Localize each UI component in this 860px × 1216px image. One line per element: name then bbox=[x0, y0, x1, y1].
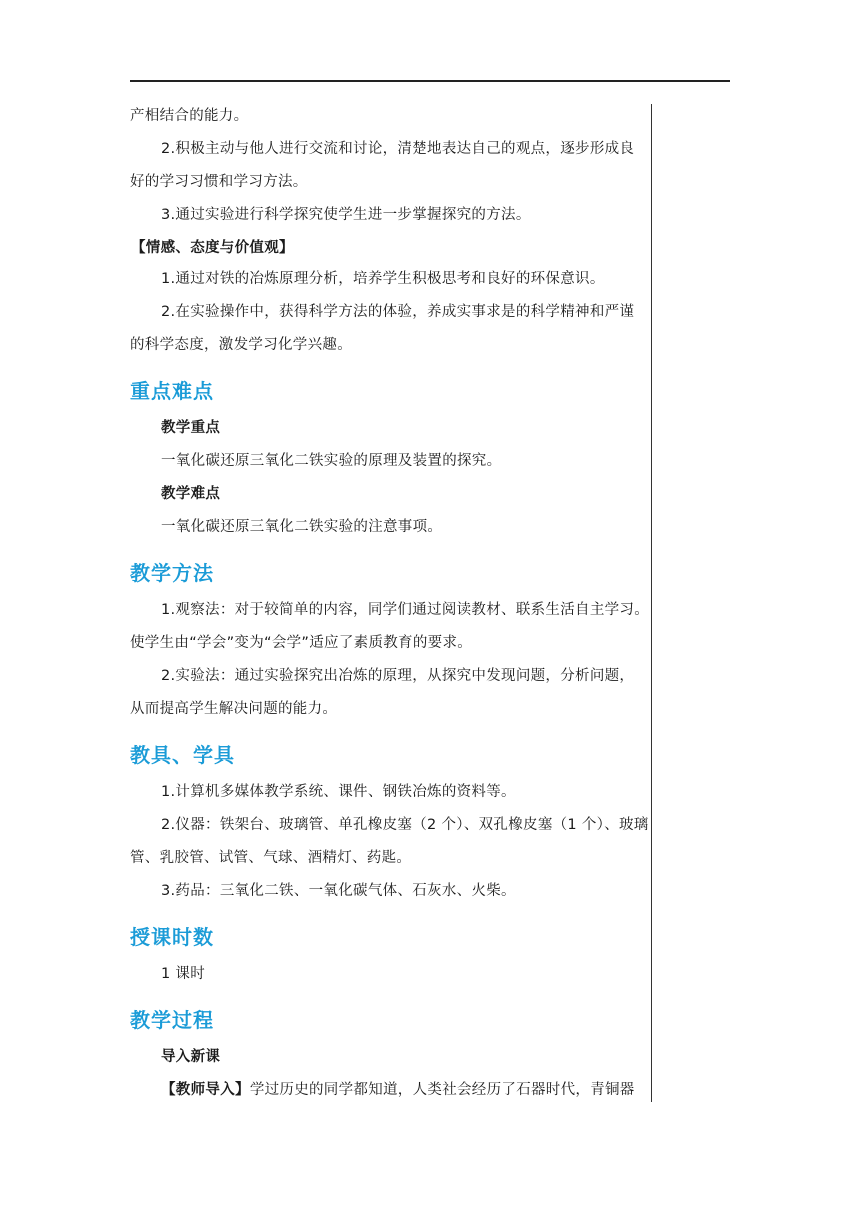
lead-label: 【教师导入】 bbox=[161, 1082, 250, 1098]
difficulty-label: 教学难点 bbox=[161, 486, 221, 502]
lead-text: 学过历史的同学都知道，人类社会经历了石器时代，青铜器 bbox=[249, 1082, 635, 1098]
emotion-line: 的科学态度，激发学习化学兴趣。 bbox=[130, 337, 352, 353]
process-method-line: 3.通过实验进行科学探究使学生进一步掌握探究的方法。 bbox=[161, 207, 531, 223]
emotion-line: 1.通过对铁的冶炼原理分析，培养学生积极思考和良好的环保意识。 bbox=[161, 271, 605, 287]
section-title-process: 教学过程 bbox=[130, 1008, 214, 1032]
emotion-heading: 【情感、态度与价值观】 bbox=[131, 240, 294, 256]
section-title-hours: 授课时数 bbox=[130, 925, 214, 949]
tools-line: 1.计算机多媒体教学系统、课件、钢铁冶炼的资料等。 bbox=[161, 784, 516, 800]
section-title-key-points: 重点难点 bbox=[130, 379, 214, 403]
method-line: 从而提高学生解决问题的能力。 bbox=[130, 701, 338, 717]
tools-line: 管、乳胶管、试管、气球、酒精灯、药匙。 bbox=[130, 850, 412, 866]
tools-line: 3.药品：三氧化二铁、一氧化碳气体、石灰水、火柴。 bbox=[161, 883, 516, 899]
hours-text: 1 课时 bbox=[161, 966, 206, 982]
emotion-line: 2.在实验操作中，获得科学方法的体验，养成实事求是的科学精神和严谨 bbox=[161, 304, 635, 320]
difficulty-text: 一氧化碳还原三氧化二铁实验的注意事项。 bbox=[161, 519, 443, 535]
tools-line: 2.仪器：铁架台、玻璃管、单孔橡皮塞（2 个）、双孔橡皮塞（1 个）、玻璃 bbox=[161, 817, 649, 833]
focus-text: 一氧化碳还原三氧化二铁实验的原理及装置的探究。 bbox=[161, 453, 502, 469]
document-body bbox=[130, 100, 648, 1107]
focus-label: 教学重点 bbox=[161, 420, 221, 436]
section-title-methods: 教学方法 bbox=[130, 561, 214, 585]
method-line: 2.实验法：通过实验探究出冶炼的原理，从探究中发现问题，分析问题， bbox=[161, 668, 635, 684]
table-right-border bbox=[651, 104, 652, 1102]
continuation-line: 产相结合的能力。 bbox=[130, 108, 249, 124]
process-method-line: 好的学习习惯和学习方法。 bbox=[130, 174, 308, 190]
header-rule bbox=[130, 80, 730, 82]
method-line: 使学生由“学会”变为“会学”适应了素质教育的要求。 bbox=[130, 635, 473, 651]
method-line: 1.观察法：对于较简单的内容，同学们通过阅读教材、联系生活自主学习。 bbox=[161, 602, 650, 618]
process-method-line: 2.积极主动与他人进行交流和讨论，清楚地表达自己的观点，逐步形成良 bbox=[161, 141, 635, 157]
process-subhead: 导入新课 bbox=[161, 1049, 221, 1065]
section-title-tools: 教具、学具 bbox=[130, 743, 235, 767]
process-lead-line bbox=[130, 1074, 648, 1107]
